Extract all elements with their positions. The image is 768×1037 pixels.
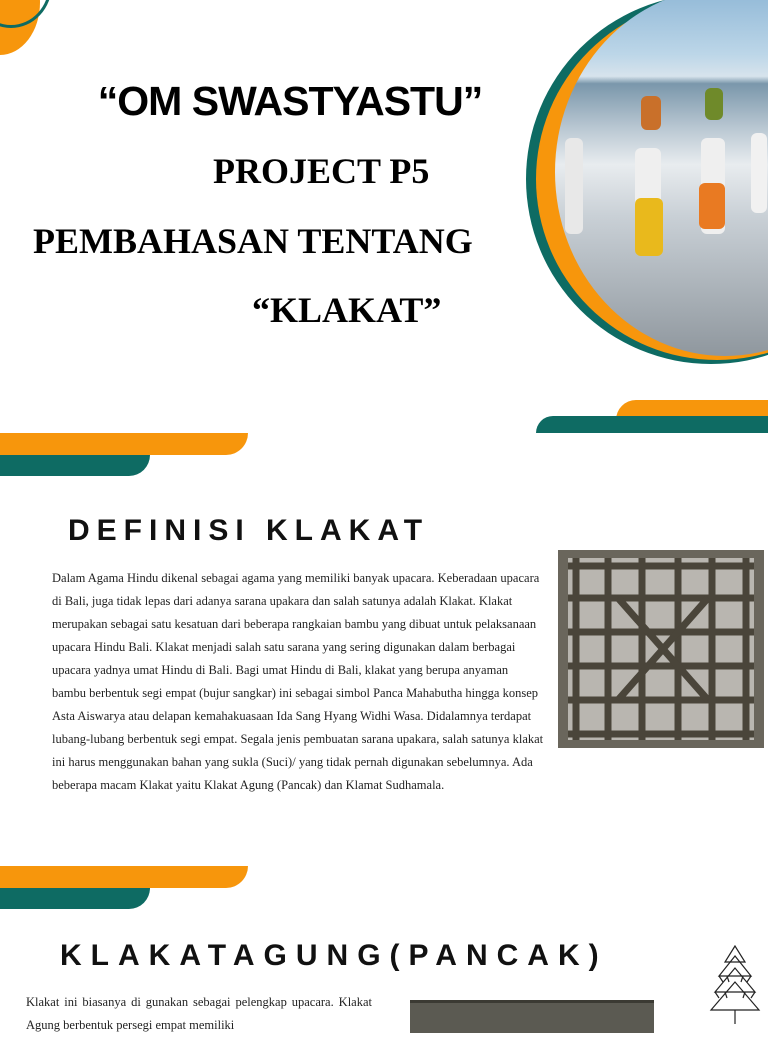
klakat-agung-photo xyxy=(410,1000,654,1033)
klakat-agung-body: Klakat ini biasanya di gunakan sebagai pelengkap upacara. Klakat Agung berbentuk persegi empat memiliki xyxy=(26,995,372,1032)
left-stripe-orange-1 xyxy=(0,433,248,455)
left-stripe-orange-2 xyxy=(0,866,248,888)
corner-ring-decoration xyxy=(0,0,52,28)
definition-title: DEFINISI KLAKAT xyxy=(68,514,430,547)
right-stripe-teal xyxy=(536,416,768,433)
klakat-photo xyxy=(558,550,764,748)
left-stripe-teal-1 xyxy=(0,455,150,476)
greeting-title: “OM SWASTYASTU” xyxy=(97,78,483,124)
klakat-photo-graphic xyxy=(558,550,764,748)
definition-body: Dalam Agama Hindu dikenal sebagai agama yang memiliki banyak upacara. Keberadaan upacara di Bali, juga tidak lepas dari adanya sarana upakara dan salah satunya adalah Klakat. Klakat merupakan sebagai satu kesatuan dari beberapa rangkaian bambu yang dibuat untuk pelaksanaan upacara Hindu Bali. Klakat menjadi salah satu sarana yang sering digunakan dalam berbagai upacara yadnya umat Hindu di Bali. Bagi umat Hindu di Bali, klakat yang berupa anyaman bambu berbentuk segi empat (bujur sangkar) ini sebagai simbol Panca Mahabutha hingga konsep Asta Aiswarya atau delapan kemahakuasaan Ida Sang Hyang Widhi Wasa. Didalamnya terdapat lubang-lubang berbentuk segi empat. Segala jenis pembuatan sarana upakara, salah satunya klakat ini harus menggunakan bahan yang sukla (Suci)/ yang tidak pernah digunakan sebelumnya. Ada beberapa macam Klakat yaitu Klakat Agung (Pancak) dan Klamat Sudhamala. xyxy=(52,571,544,792)
penjor-tree-icon xyxy=(705,942,765,1024)
left-stripe-teal-2 xyxy=(0,888,150,909)
subtitle: PEMBAHASAN TENTANG xyxy=(33,221,473,261)
project-title: PROJECT P5 xyxy=(213,151,430,191)
klakat-agung-title: KLAKATAGUNG(PANCAK) xyxy=(60,939,608,972)
topic-title: “KLAKAT” xyxy=(252,290,442,330)
